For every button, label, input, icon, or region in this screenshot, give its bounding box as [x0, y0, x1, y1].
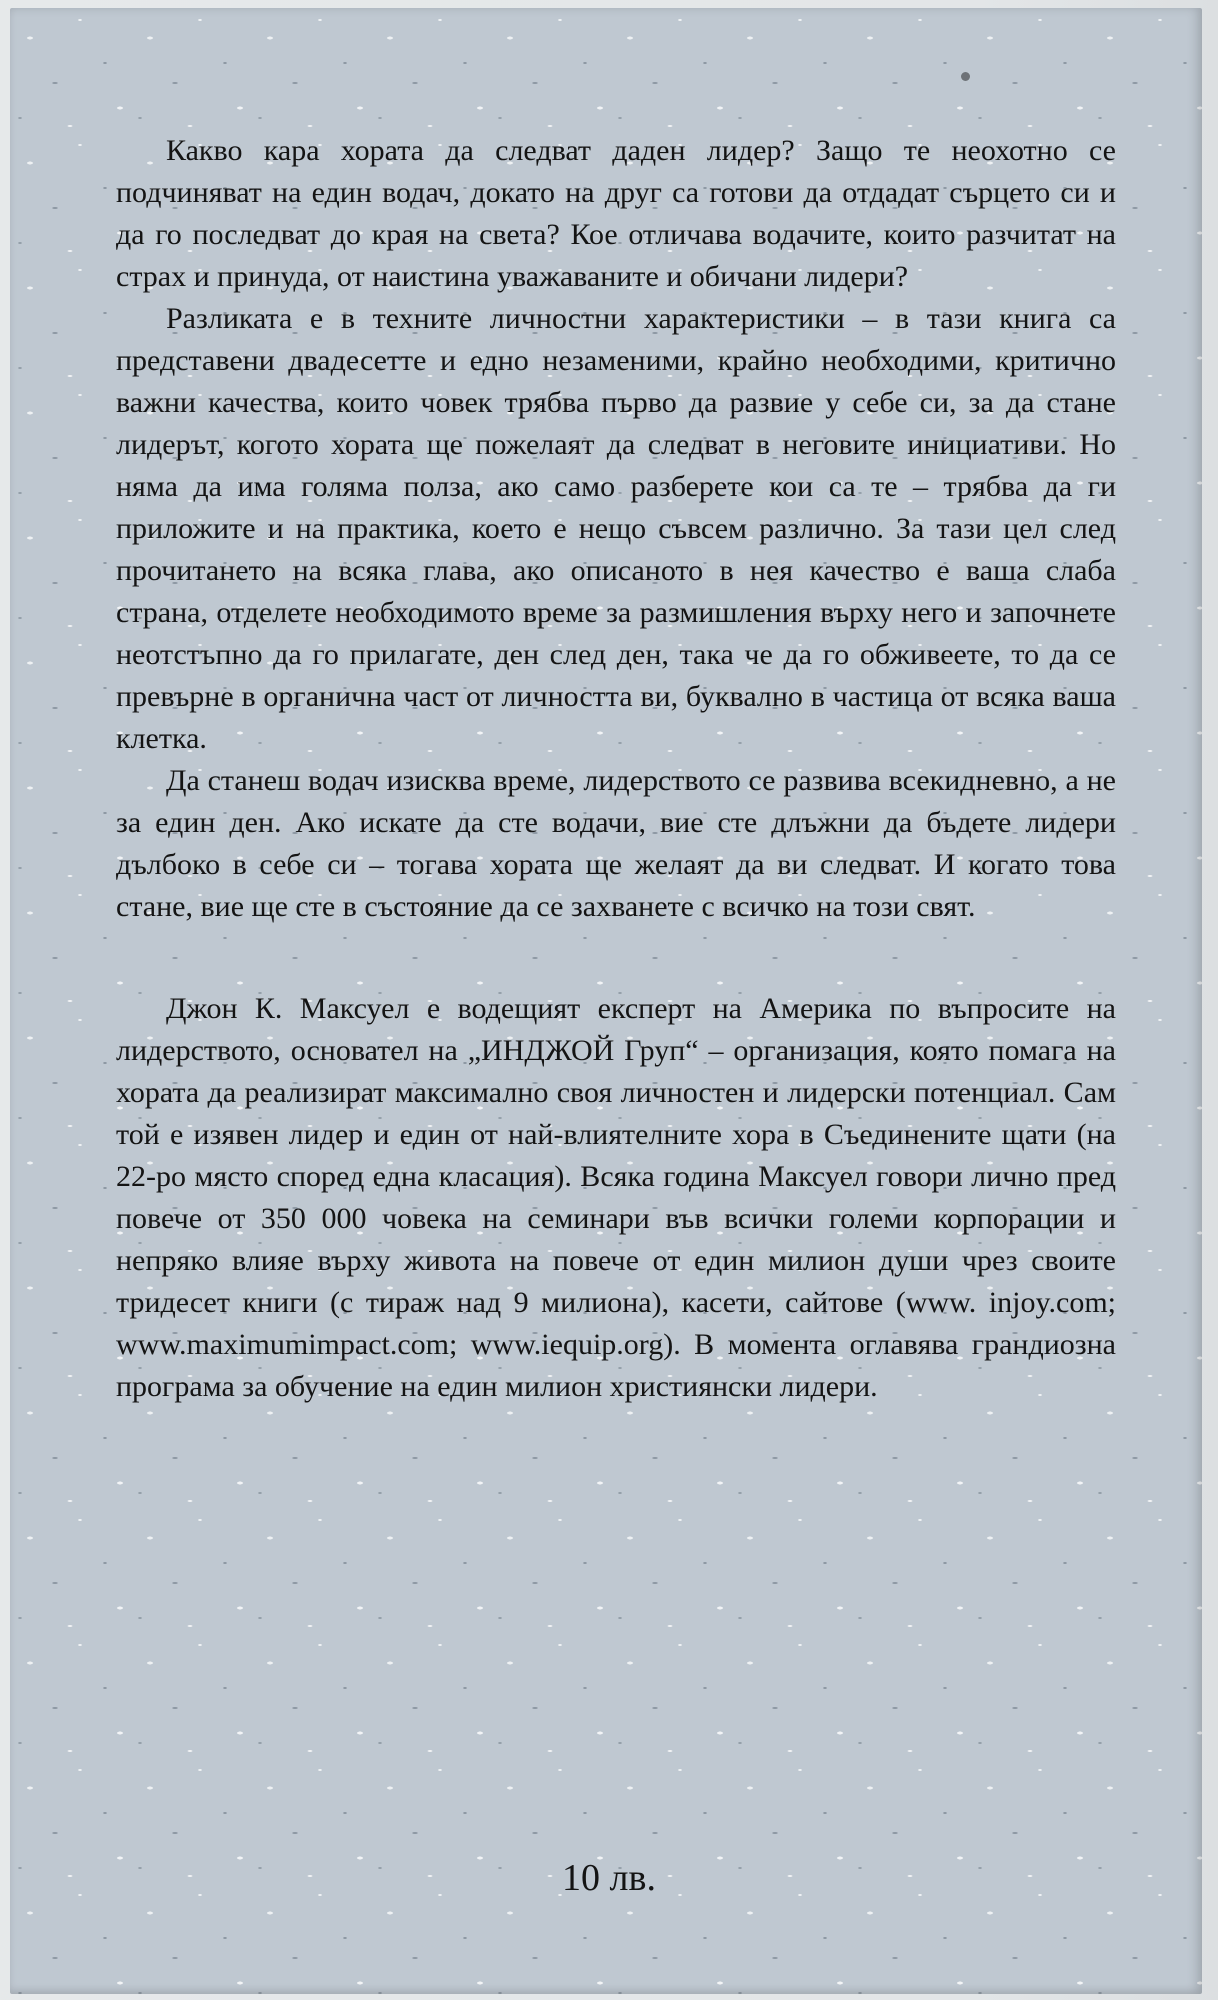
cover-text [116, 130, 1116, 1408]
price-label: 10 лв. [562, 1857, 656, 1899]
paragraph-qualities: Разликата е в техните личностни характеристики – в тази книга са представени двадесетте и едно незаменими, крайно необходими, критично важни качества, които човек трябва първо да развие у себе си, за да стане лидерът, когото хората ще пожелаят да следват в неговите инициативи. Но няма да има голяма полза, ако само разберете кои са те – трябва да ги приложите и на практика, което е нещо съвсем различно. За тази цел след прочитането на всяка глава, ако описаното в нея качество е ваша слаба страна, отделете необходимото време за размишления върху него и започнете неотстъпно да го прилагате, ден след ден, така че да го обживеете, то да се превърне в органична част от личността ви, буквално в частица от всяка ваша клетка. [116, 302, 1116, 755]
paragraph-leadership: Да станеш водач изисква време, лидерството се развива всекидневно, а не за един ден. Ако искате да сте водачи, вие сте длъжни да бъдете лидери дълбоко в себе си – тогава хората ще желаят да ви следват. И когато това стане, вие ще сте в състояние да се захванете с всичко на този свят. [116, 764, 1116, 923]
paragraph-intro: Какво кара хората да следват даден лидер? Защо те неохотно се подчиняват на един водач, докато на друг са готови да отдадат сърцето си и да го последват до края на света? Кое отличава водачите, които разчитат на страх и принуда, от наистина уважаваните и обичани лидери? [116, 134, 1116, 293]
paragraph-author-bio: Джон К. Максуел е водещият експерт на Америка по въпросите на лидерството, основател на „ИНДЖОЙ Груп“ – организация, която помага на хората да реализират максимално своя личностен и лидерски потенциал. Сам той е изявен лидер и един от най-влиятелните хора в Съединените щати (на 22-ро място според една класация). Всяка година Максуел говори лично пред повече от 350 000 човека на семинари във всички големи корпорации и непряко влияе върху живота на повече от един милион души чрез своите тридесет книги (с тираж над 9 милиона), касети, сайтове (www. injoy.com; www.maximumimpact.com; www.iequip.org). В момента оглавява грандиозна програма за обучение на един милион християнски лидери. [116, 992, 1116, 1403]
cover-speck [961, 72, 970, 81]
